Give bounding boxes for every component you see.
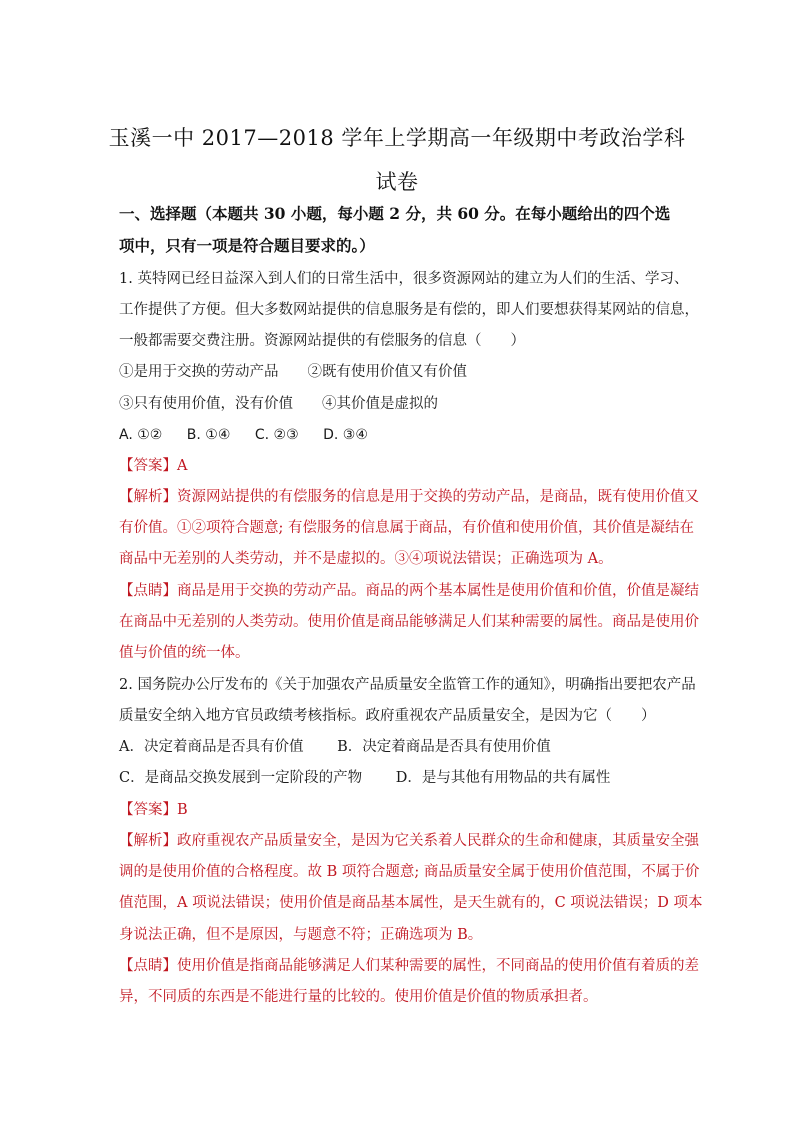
q1-choice-d: D. ③④	[323, 427, 368, 443]
exam-title-continued: 试卷	[375, 170, 419, 194]
q2-choices-line: C．是商品交换发展到一定阶段的产物 D．是与其他有用物品的共有属性	[119, 770, 611, 786]
tip-text: 商品是用于交换的劳动产品。商品的两个基本属性是使用价值和价值，价值是凝结	[177, 583, 699, 599]
answer-tag: 【答案】	[119, 802, 177, 818]
q2-analysis-line	[119, 831, 699, 851]
analysis-text: 政府重视农产品质量安全，是因为它关系着人民群众的生命和健康，其质量安全强	[177, 833, 699, 849]
answer-value: A	[177, 458, 188, 474]
tip-tag: 【点睛】	[119, 958, 177, 974]
q1-tip-line: 值与价值的统一体。	[119, 645, 250, 661]
q1-tip-line: 在商品中无差别的人类劳动。使用价值是商品能够满足人们某种需要的属性。商品是使用价	[119, 614, 699, 630]
q1-stem-line: 一般都需要交费注册。资源网站提供的有偿服务的信息（ ）	[119, 333, 525, 349]
q1-stem-line: 工作提供了方便。但大多数网站提供的信息服务是有偿的，即人们要想获得某网站的信息，	[119, 302, 699, 318]
q1-analysis-line	[119, 549, 689, 569]
q1-item-line: ③只有使用价值，没有价值 ④其价值是虚拟的	[119, 396, 438, 412]
analysis-tag: 【解析】	[119, 833, 177, 849]
answer-value: B	[177, 802, 188, 818]
exam-title: 玉溪一中 2017—2018 学年上学期高一年级期中考政治学科	[108, 126, 686, 150]
tip-text: 使用价值是指商品能够满足人们某种需要的属性，不同商品的使用价值有着质的差	[177, 958, 699, 974]
q2-choices-line: A．决定着商品是否具有价值 B．决定着商品是否具有使用价值	[119, 739, 551, 755]
analysis-text: ③④项说法错误；正确选项为 A。	[394, 551, 613, 567]
section-heading: 一、选择题（本题共 30 小题，每小题 2 分，共 60 分。在每小题给出的四个选	[119, 204, 671, 223]
q1-analysis-line	[119, 518, 694, 538]
analysis-text: ①②项符合题意; 有偿服务的信息属于商品，有价值和使用价值，其价值是凝结在	[177, 520, 694, 536]
q1-answer	[119, 456, 689, 476]
analysis-text: 有价值。	[119, 520, 177, 536]
analysis-text: 商品中无差别的人类劳动，并不是虚拟的。	[119, 551, 395, 567]
q2-analysis-line: 调的是使用价值的合格程度。故 B 项符合题意; 商品质量安全属于使用价值范围，不属于价	[119, 864, 700, 880]
analysis-tag: 【解析】	[119, 489, 177, 505]
q1-choice-b: B. ①④	[186, 427, 231, 443]
tip-tag: 【点睛】	[119, 583, 177, 599]
q1-item-line: ①是用于交换的劳动产品 ②既有使用价值又有价值	[119, 364, 467, 380]
analysis-text: 资源网站提供的有偿服务的信息是用于交换的劳动产品，是商品，既有使用价值又	[177, 489, 699, 505]
section-heading-continued: 项中，只有一项是符合题目要求的。）	[119, 236, 375, 255]
q1-choice-a: A. ①②	[119, 427, 163, 443]
q2-tip-line: 异，不同质的东西是不能进行量的比较的。使用价值是价值的物质承担者。	[119, 989, 598, 1005]
answer-tag: 【答案】	[119, 458, 177, 474]
q1-choice-c: C. ②③	[254, 427, 299, 443]
q1-stem-line: 1. 英特网已经日益深入到人们的日常生活中，很多资源网站的建立为人们的生活、学习、	[119, 271, 689, 287]
q2-stem-line: 质量安全纳入地方官员政绩考核指标。政府重视农产品质量安全，是因为它（ ）	[119, 708, 656, 724]
q1-tip-line	[119, 581, 699, 601]
q2-analysis-line: 值范围，A 项说法错误；使用价值是商品基本属性，是天生就有的，C 项说法错误；D 项本	[119, 895, 703, 911]
q2-tip-line	[119, 956, 699, 976]
q1-analysis-line	[119, 487, 699, 507]
q2-stem-line: 2. 国务院办公厅发布的《关于加强农产品质量安全监管工作的通知》，明确指出要把农产品	[119, 677, 696, 693]
q1-choices	[119, 425, 689, 445]
q2-analysis-line: 身说法正确，但不是原因，与题意不符；正确选项为 B。	[119, 927, 483, 943]
q2-answer	[119, 800, 689, 820]
